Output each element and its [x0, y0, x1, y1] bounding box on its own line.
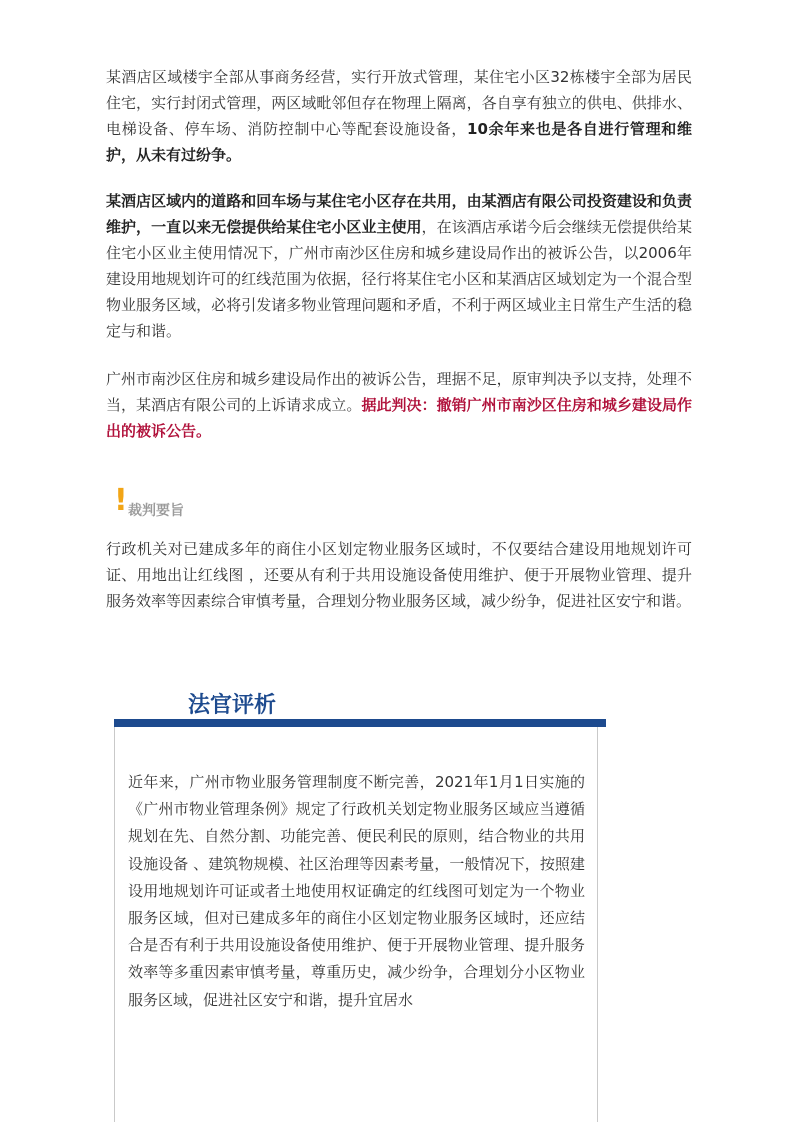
p2-bold-text: 某酒店区域内的道路和回车场与某住宅小区存在共用，由某酒店有限公司投资建设和负责维护，一直以来无偿提供给某住宅小区业主使用 [106, 192, 692, 236]
p1-bold-text: 10余年来也是各自进行管理和维护，从未有过纷争。 [106, 120, 692, 164]
commentary-text: 近年来，广州市物业服务管理制度不断完善，2021年1月1日实施的《广州市物业管理条例》规定了行政机关划定物业服务区域应当遵循规划在先、自然分割、功能完善、便民利民的原则，结合物业的共用设施设备 、建筑物规模、社区治理等因素考量，一般情况下，按照建设用地规划许可证或者土地使用权证确定的红线图可划定为一个物业服务区域，但对已建成多年的商住小区划定物业服务区域时，还应结合是否有利于共用设施设备使用维护、便于开展物业管理、提升服务效率等多重因素审慎考量，尊重历史，减少纷争，合理划分小区物业服务区域，促进社区安宁和谐，提升宜居水 [128, 773, 585, 1009]
p3-normal-text: 广州市南沙区住房和城乡建设局作出的被诉公告，理据不足，原审判决予以支持，处理不当，某酒店有限公司的上诉请求成立。 [106, 370, 692, 414]
section-title-bar-end [598, 719, 606, 727]
ruling-summary-text: 行政机关对已建成多年的商住小区划定物业服务区域时，不仅要结合建设用地规划许可证、用地出让红线图 ，还要从有利于共用设施设备使用维护、便于开展物业管理、提升服务效率等因素综合审慎考量，合理划分物业服务区域，减少纷争，促进社区安宁和谐。 [106, 540, 692, 610]
p2-normal-text: ，在该酒店承诺今后会继续无偿提供给某住宅小区业主使用情况下，广州市南沙区住房和城乡建设局作出的被诉公告，以2006年建设用地规划许可的红线范围为依据，径行将某住宅小区和某酒店区域划定为一个混合型物业服务区域，必将引发诸多物业管理问题和矛盾，不利于两区域业主日常生产生活的稳定与和谐。 [106, 218, 692, 340]
paragraph-judgment [106, 366, 692, 444]
paragraph-background [106, 64, 692, 168]
section-title-bar [114, 719, 598, 727]
p3-judgment-text: 据此判决：撤销广州市南沙区住房和城乡建设局作出的被诉公告。 [106, 396, 692, 440]
ruling-summary-title: 裁判要旨 [128, 503, 184, 519]
p1-normal-text: 某酒店区域楼宇全部从事商务经营，实行开放式管理，某住宅小区32栋楼宇全部为居民住宅，实行封闭式管理，两区域毗邻但存在物理上隔离，各自享有独立的供电、供排水、电梯设备、停车场、消防控制中心等配套设施设备， [106, 68, 692, 138]
paragraph-shared-road [106, 188, 692, 344]
exclamation-icon: ! [114, 483, 128, 518]
section-title: 法官评析 [188, 693, 277, 718]
